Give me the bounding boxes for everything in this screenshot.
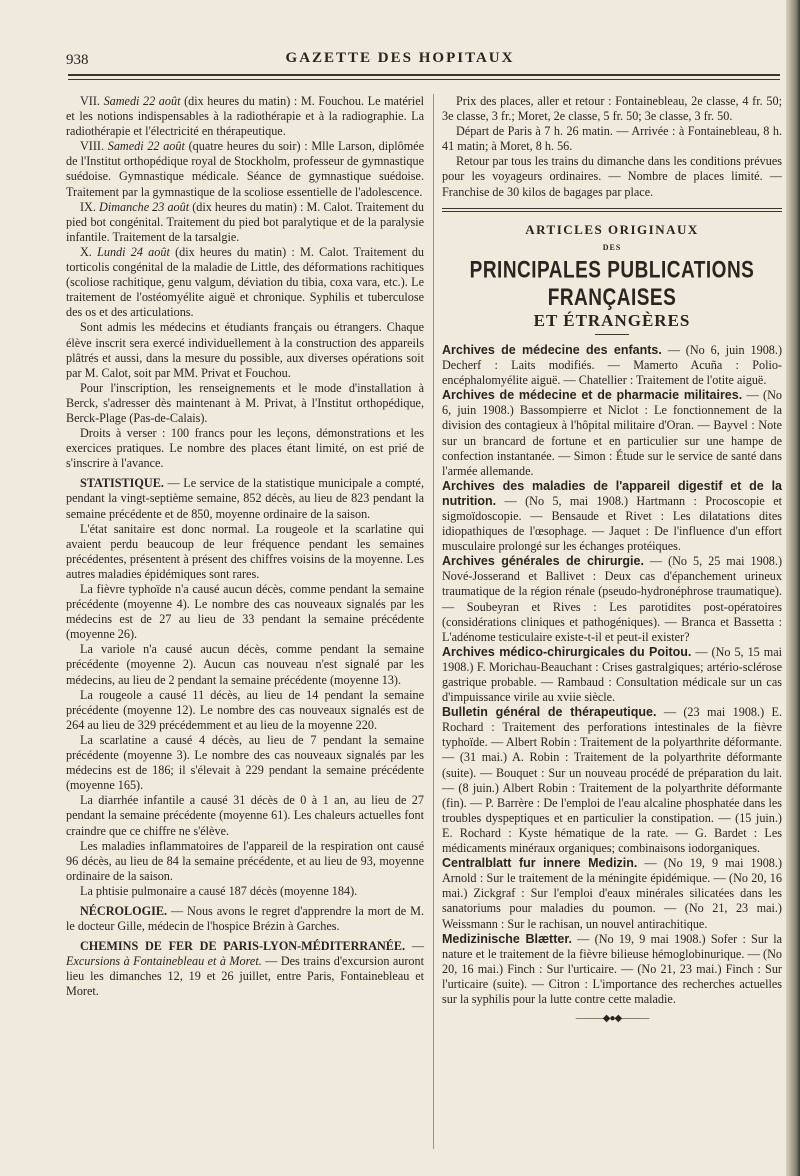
left-column (66, 94, 424, 1000)
statistics-sanitary: L'état sanitaire est donc normal. La rougeole et la scarlatine qui avaient perdu beaucoup de leur fréquence pendant les semaines précédentes, présentent à présent des chiffres voisins de la moyenne. Les autres maladies épidémiques sont rares. (66, 521, 424, 581)
right-column (442, 94, 782, 1026)
column-divider (433, 94, 434, 1149)
book-spine-shadow (786, 0, 800, 1176)
journal-entry: Archives de médecine et de pharmacie militaires. — (No 6, juin 1908.) Bassompierre et Niclot : Le fonctionnement de la division des contagieux à l'hôpital militaire d'Oran. — Bayvel : Note sur un brancard de fortune et en particulier sur une hampe de confection instantanée. — Simon : Étude sur le service de santé dans l'armée allemande. (442, 388, 782, 478)
section-connector: DES (602, 242, 622, 252)
course-entry-x: X. Lundi 24 août (dix heures du matin) : M. Calot. Traitement du torticolis congénital de la maladie de Little, des déformations rachitiques (scoliose rachitique, genu valgum, déviation du tibia, coxa vara, etc.). Le traitement de l'ostéomyélite aiguë et chronique. Syphilis et tuberculose des os et des articulations. (66, 244, 425, 320)
publications-subtitle: ET ÉTRANGÈRES (533, 310, 691, 330)
railway-return: Retour par tous les trains du dimanche dans les conditions prévues pour les voyageurs ordinaires. — Nombre de places limité. — Franchise de 30 kilos de bagages par place. (442, 154, 782, 199)
railway-paragraph: CHEMINS DE FER DE PARIS-LYON-MÉDITERRANÉE. — Excursions à Fontainebleau et à Moret. — Des trains d'excursion auront lieu les dimanches 12, 19 et 26 juillet, entre Paris, Fontainebleau et Moret. (66, 939, 424, 999)
statistics-paragraph: STATISTIQUE. — Le service de la statistique municipale a compté, pendant la vingt-septième semaine, 852 décès, au lieu de 823 pendant la semaine précédente et de 850, moyenne ordinaire de la saison. (66, 476, 425, 521)
statistics-scarlet-fever: La scarlatine a causé 4 décès, au lieu de 7 pendant la semaine précédente (moyenne 3). Le nombre des cas nouveaux signalés par les médecins est de 186; il s'élevait à 229 pendant la semaine précédente (moyenne 165). (66, 732, 424, 793)
statistics-respiratory: Les maladies inflammatoires de l'appareil de la respiration ont causé 96 décès, au lieu de 84 la semaine précédente, et au lieu de 93, moyenne ordinaire de la saison. (66, 838, 424, 883)
header-rule-top (68, 74, 780, 76)
course-entry-vii: VII. Samedi 22 août (dix heures du matin) : M. Fouchou. Le matériel et les notions indispensables à la radiothérapie et à la radiographie. La radiothérapie et l'électricité en thérapeutique. (66, 94, 424, 139)
statistics-measles: La rougeole a causé 11 décès, au lieu de 14 pendant la semaine précédente (moyenne 12). Le nombre des cas nouveaux signalés est de 264 au lieu de 329 précédemment et au lieu de la moyenne 220. (66, 687, 424, 732)
journal-entry: Medizinische Blætter. — (No 19, 9 mai 1908.) Sofer : Sur la nature et le traitement de la fièvre bilieuse hémoglobinurique. — (No 20, 16 mai.) Finch : Sur l'urticaire. — (No 21, 23 mai.) Finch : Sur l'urticaire (suite). — Citron : L'importance des recherches actuelles sur la syphilis pour la lutte contre cette maladie. (442, 931, 783, 1006)
running-title: GAZETTE DES HOPITAUX (285, 50, 515, 66)
statistics-infant-diarrhea: La diarrhée infantile a causé 31 décès de 0 à 1 an, au lieu de 27 pendant la semaine précédente (moyenne 61). Les chaleurs actuelles font craindre que ce chiffre ne s'élève. (66, 793, 424, 838)
journal-entry: Bulletin général de thérapeutique. — (23 mai 1908.) E. Rochard : Traitement des perforations intestinales de la fièvre typhoïde. — Albert Robin : Traitement de la polyarthrite déformante. — (31 mai.) A. Robin : Traitement de la polyarthrite déformante (suite). — Bouquet : Sur un nouveau procédé de préparation du lait. — (8 juin.) Albert Robin : Traitement de la polyarthrite déformante (fin). — P. Barrère : De l'emploi de l'eau alcaline phosphatée dans les troubles dyspeptiques et en particulier la constipation. — (15 juin.) E. Rochard : Kyste hématique de la rate. — G. Bardet : Les médicaments minéraux organiques; combinaisons iodorganiques. (442, 705, 783, 856)
journal-entry: Centralblatt fur innere Medizin. — (No 19, 9 mai 1908.) Arnold : Sur le traitement de la méningite épidémique. — (No 20, 16 mai.) Zickgraf : Sur l'emploi d'eaux minérales silicatées dans les sanatoriums pour maladies du poumon. — (No 21, 23 mai.) Weissmann : Sur le rachisan, un nouvel antirachitique. (442, 856, 782, 931)
railway-departure: Départ de Paris à 7 h. 26 matin. — Arrivée : à Fontainebleau, 8 h. 41 matin; à Moret, 8 h. 56. (442, 124, 782, 154)
course-entry-ix: IX. Dimanche 23 août (dix heures du matin) : M. Calot. Traitement du pied bot congénital. Traitement du pied bot paralytique et de la paralysie infantile. Traitement de la tarsalgie. (66, 199, 425, 244)
page-number: 938 (66, 52, 89, 68)
publications-title: PRINCIPALES PUBLICATIONS FRANÇAISES (469, 257, 755, 312)
end-ornament: ———◆●◆——— (575, 1013, 649, 1025)
journal-entry: Archives de médecine des enfants. — (No 6, juin 1908.) Decherf : Laits modifiés. — Mamerto Acuña : Polio-encéphalomyélite aiguë. — Chatellier : Traitement de l'otite aiguë. (442, 342, 783, 388)
journal-entry: Archives des maladies de l'appareil digestif et de la nutrition. — (No 5, mai 1908.) Hartmann : Procoscopie et sigmoïdoscopie. — Bensaude et Rivet : Les dilatations dites idiopathiques de l'œsophage. — Jaquet : De l'influence d'un effort musculaire prolongé sur les échanges protéiques. (442, 478, 782, 554)
railway-prices: Prix des places, aller et retour : Fontainebleau, 2e classe, 4 fr. 50; 3e classe, 3 fr.; Moret, 2e classe, 5 fr. 50; 3e classe, 3 fr. 50. (442, 94, 782, 124)
fees-paragraph: Droits à verser : 100 francs pour les leçons, démonstrations et les exercices pratiques. Le nombre des places étant limité, on est prié de s'inscrire à l'avance. (66, 426, 424, 471)
registration-paragraph: Pour l'inscription, les renseignements et le mode d'installation à Berck, s'adresser dès maintenant à M. Privat, à l'Institut orthopédique, Berck-Plage (Pas-de-Calais). (66, 380, 424, 425)
statistics-smallpox: La variole n'a causé aucun décès, comme pendant la semaine précédente (moyenne 2). Aucun cas nouveau n'est signalé par les médecins, au lieu de 2 pendant la semaine précédente (moyenne 13). (66, 642, 424, 687)
journal-entry: Archives générales de chirurgie. — (No 5, 25 mai 1908.) Nové-Josserand et Ballivet : Deux cas d'épanchement urineux traumatique de la région rénale (pseudo-hydronéphrose traumatique). — Soubeyran et Rives : Les parotidites post-opératoires (considérations cliniques et pathogéniques). — Branca et Bassetta : L'adénome testiculaire existe-t-il et peut-il exister? (442, 554, 783, 644)
admission-paragraph: Sont admis les médecins et étudiants français ou étrangers. Chaque élève inscrit sera exercé individuellement à la construction des appareils plâtrés et aussi, dans la mesure du possible, aux diverses opérations soit par M. Calot, soit par MM. Privat et Fouchou. (66, 320, 424, 380)
statistics-typhoid: La fièvre typhoïde n'a causé aucun décès, comme pendant la semaine précédente (moyenne 4). Le nombre des cas nouveaux signalés par les médecins est de 27 au lieu de 33 pendant la semaine précédente (moyenne 26). (66, 582, 424, 642)
necrology-paragraph: NÉCROLOGIE. — Nous avons le regret d'apprendre la mort de M. le docteur Gille, médecin de l'hospice Brézin à Garches. (66, 903, 424, 934)
section-double-rule (442, 208, 782, 212)
statistics-phthisis: La phtisie pulmonaire a causé 187 décès (moyenne 184). (80, 883, 358, 898)
title-short-rule (595, 334, 629, 335)
course-entry-viii: VIII. Samedi 22 août (quatre heures du soir) : Mlle Larson, diplômée de l'Institut orthopédique royal de Stockholm, professeur de gymnastique suédoise. Gymnastique médicale. Séance de gymnastique suédoise. Traitement par la gymnastique de la scoliose essentielle de l'adolescence. (66, 139, 424, 199)
section-title: ARTICLES ORIGINAUX (525, 221, 699, 237)
journal-entry: Archives médico-chirurgicales du Poitou. — (No 5, 15 mai 1908.) F. Morichau-Beauchant : Crises gastralgiques; artério-sclérose gastrique probable. — Rambaud : Consultation médicale sur un cas d'impuissance virile au xviie siècle. (442, 644, 783, 705)
header-rule-bottom (68, 79, 780, 80)
